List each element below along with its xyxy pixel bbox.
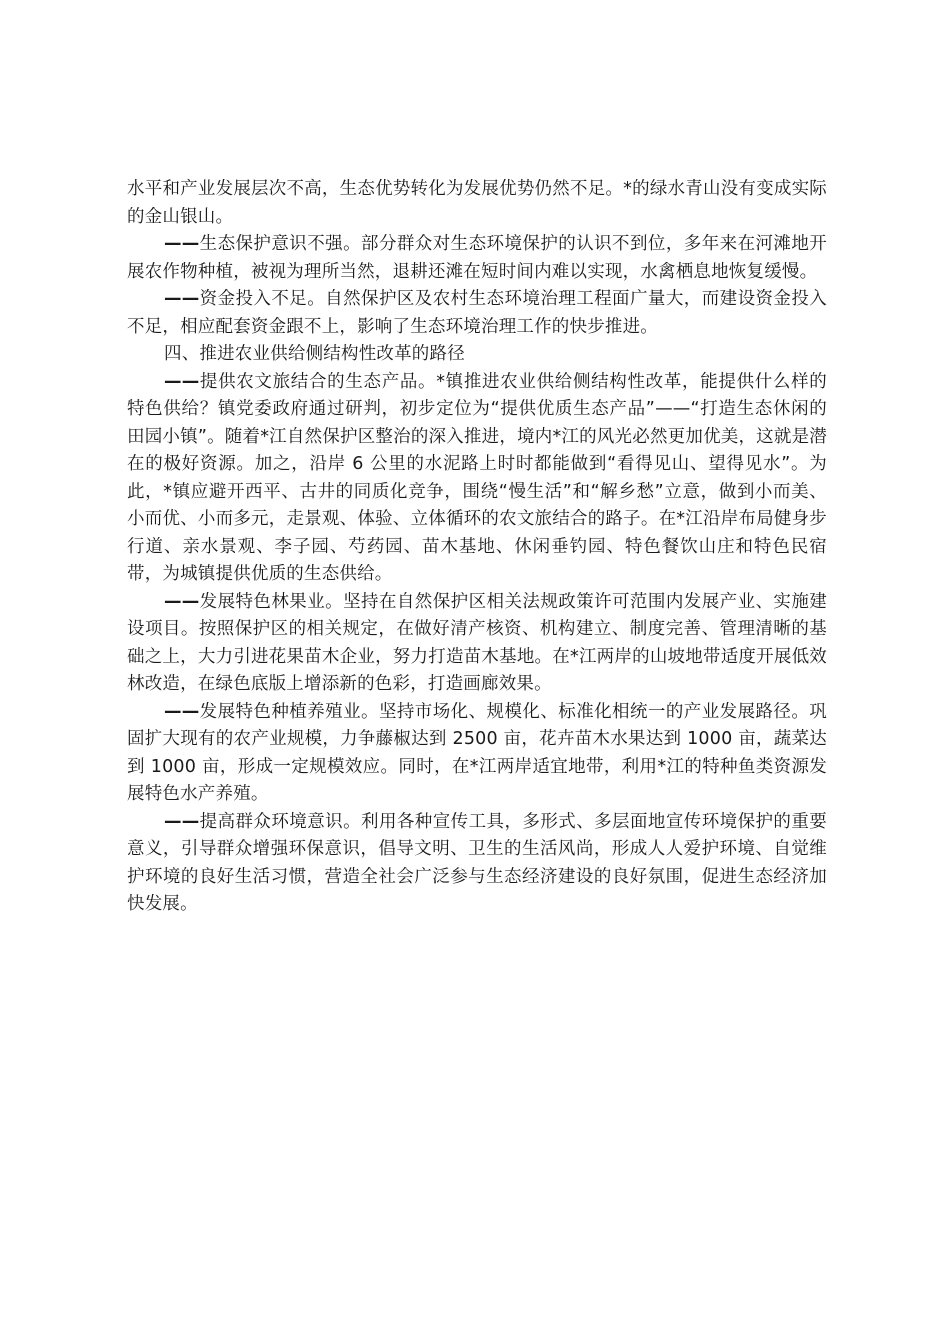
- paragraph-text: 生态保护意识不强。部分群众对生态环境保护的认识不到位，多年来在河滩地开展农作物种植，被视为理所当然，退耕还滩在短时间内难以实现，水禽栖息地恢复缓慢。: [127, 234, 827, 282]
- em-dash-lead: ——: [164, 371, 200, 392]
- document-body: [127, 176, 827, 919]
- paragraph-text: 提高群众环境意识。利用各种宣传工具，多形式、多层面地宣传环境保护的重要意义，引导群众增强环保意识，倡导文明、卫生的生活风尚，形成人人爱护环境、自觉维护环境的良好生活习惯，营造全社会广泛参与生态经济建设的良好氛围，促进生态经济加快发展。: [127, 811, 827, 914]
- paragraph: [127, 809, 827, 919]
- paragraph-text: 资金投入不足。自然保护区及农村生态环境治理工程面广量大，而建设资金投入不足，相应配套资金跟不上，影响了生态环境治理工作的快步推进。: [127, 289, 827, 337]
- em-dash-lead: ——: [164, 289, 200, 309]
- em-dash-lead: ——: [164, 591, 200, 612]
- em-dash-lead: ——: [164, 701, 200, 722]
- paragraph: [127, 589, 827, 699]
- paragraph: [127, 286, 827, 341]
- paragraph-text: 水平和产业发展层次不高，生态优势转化为发展优势仍然不足。*的绿水青山没有变成实际的金山银山。: [127, 179, 827, 227]
- paragraph: [127, 176, 827, 231]
- em-dash-lead: ——: [164, 234, 200, 254]
- em-dash-lead: ——: [164, 811, 200, 832]
- paragraph: [127, 369, 827, 589]
- section-heading-text: 四、推进农业供给侧结构性改革的路径: [164, 344, 465, 364]
- paragraph-text: 提供农文旅结合的生态产品。*镇推进农业供给侧结构性改革，能提供什么样的特色供给？镇党委政府通过研判，初步定位为“提供优质生态产品”——“打造生态休闲的田园小镇”。随着*江自然保护区整治的深入推进，境内*江的风光必然更加优美，这就是潜在的极好资源。加之，沿岸 6 公里的水泥路上时时都能做到“看得见山、望得见水”。为此，*镇应避开西平、古井的同质化竞争，围绕“慢生活”和“解乡愁”立意，做到小而美、小而优、小而多元，走景观、体验、立体循环的农文旅结合的路子。在*江沿岸布局健身步行道、亲水景观、李子园、芍药园、苗木基地、休闲垂钓园、特色餐饮山庄和特色民宿带，为城镇提供优质的生态供给。: [127, 371, 827, 584]
- paragraph: [127, 231, 827, 286]
- paragraph-text: 发展特色种植养殖业。坚持市场化、规模化、标准化相统一的产业发展路径。巩固扩大现有的农产业规模，力争藤椒达到 2500 亩，花卉苗木水果达到 1000 亩，蔬菜达到 1000 亩，形成一定规模效应。同时，在*江两岸适宜地带，利用*江的特种鱼类资源发展特色水产养殖。: [127, 701, 827, 804]
- paragraph-text: 发展特色林果业。坚持在自然保护区相关法规政策许可范围内发展产业、实施建设项目。按照保护区的相关规定，在做好清产核资、机构建立、制度完善、管理清晰的基础之上，大力引进花果苗木企业，努力打造苗木基地。在*江两岸的山坡地带适度开展低效林改造，在绿色底版上增添新的色彩，打造画廊效果。: [127, 591, 827, 694]
- paragraph: [127, 699, 827, 809]
- section-heading: [127, 341, 827, 369]
